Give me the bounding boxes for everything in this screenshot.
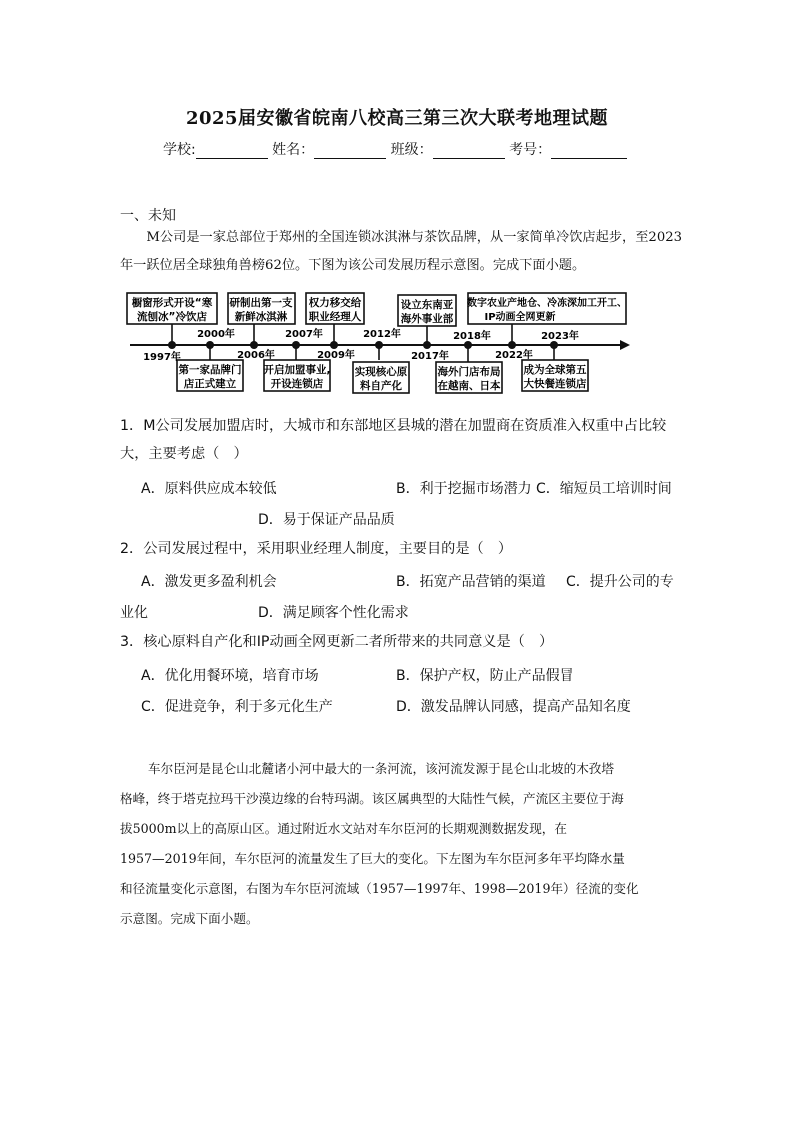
question-1-stem: 1．M公司发展加盟店时，大城市和东部地区县城的潜在加盟商在资质准入权重中占比较大，主要考虑（ ）: [120, 418, 667, 462]
top-event-4-line2: 海外事业部: [400, 313, 454, 325]
question-3-stem: 3．核心原料自产化和IP动画全网更新二者所带来的共同意义是（ ）: [120, 634, 554, 650]
bottom-event-5-line1: 成为全球第五: [523, 364, 587, 376]
class-label: 班级：: [390, 142, 433, 158]
class-blank[interactable]: [433, 144, 505, 159]
section2-intro: [120, 754, 700, 934]
bottom-event-2-line1: 开启加盟事业,: [263, 364, 331, 376]
number-label: 考号：: [509, 142, 552, 158]
q1-option-d[interactable]: D．易于保证产品品质: [258, 512, 395, 528]
q1-option-a[interactable]: A．原料供应成本较低: [141, 481, 277, 497]
q2-option-c[interactable]: C．提升公司的专: [566, 574, 674, 590]
student-info-line: [163, 139, 627, 159]
year-label-2023: 2023年: [541, 331, 579, 342]
bottom-event-3-line1: 实现核心原: [354, 366, 408, 378]
timeline-arrow-icon: [620, 340, 630, 350]
top-event-2-line2: 新鲜冰淇淋: [234, 311, 288, 323]
section2-line-2: 格峰，终于塔克拉玛干沙漠边缘的台特玛湖。该区属典型的大陆性气候，产流区主要位于海: [120, 791, 624, 806]
timeline-diagram: [124, 290, 634, 402]
section-heading: 一、未知: [120, 208, 176, 224]
q1-option-b[interactable]: B．利于挖掘市场潜力: [396, 481, 532, 497]
top-event-3-line2: 职业经理人: [308, 311, 362, 323]
year-label-2009: 2009年: [317, 350, 355, 361]
top-event-2: [228, 293, 295, 324]
year-label-2017: 2017年: [411, 351, 449, 362]
bottom-event-5-line2: 大快餐连锁店: [523, 378, 587, 390]
year-label-2018: 2018年: [453, 331, 491, 342]
bottom-event-2-line2: 开设连锁店: [270, 378, 324, 390]
q3-option-c[interactable]: C．促进竞争，利于多元化生产: [141, 699, 333, 715]
q3-option-a[interactable]: A．优化用餐环境，培育市场: [141, 668, 319, 684]
top-event-3-line1: 权力移交给: [308, 297, 362, 309]
section2-line-4: 1957—2019年间，车尔臣河的流量发生了巨大的变化。下左图为车尔臣河多年平均降水量: [120, 851, 625, 866]
year-label-2007: 2007年: [285, 329, 323, 340]
name-label: 姓名：: [272, 142, 315, 158]
section2-line-5: 和径流量变化示意图，右图为车尔臣河流域（1957—1997年、1998—2019年）径流的变化: [120, 881, 639, 896]
question-2-stem: 2．公司发展过程中，采用职业经理人制度，主要目的是（ ）: [120, 541, 513, 557]
school-blank[interactable]: [196, 144, 268, 159]
top-event-4: [398, 295, 456, 326]
bottom-event-5: [522, 360, 588, 391]
q2-option-c-continued: 业化: [120, 605, 148, 621]
section1-intro: M公司是一家总部位于郑州的全国连锁冰淇淋与茶饮品牌，从一家简单冷饮店起步，至2023年一跃位居全球独角兽榜62位。下图为该公司发展历程示意图。完成下面小题。: [120, 230, 682, 273]
section2-line-1: 车尔臣河是昆仑山北麓诸小河中最大的一条河流，该河流发源于昆仑山北坡的木孜塔: [148, 761, 614, 776]
year-label-2000: 2000年: [197, 329, 235, 340]
q2-option-b[interactable]: B．拓宽产品营销的渠道: [396, 574, 546, 590]
q3-option-d[interactable]: D．激发品牌认同感，提高产品知名度: [396, 699, 631, 715]
year-label-2006: 2006年: [237, 350, 275, 361]
top-event-5: [467, 293, 627, 324]
name-blank[interactable]: [314, 144, 386, 159]
top-event-5-line2: IP动画全网更新: [484, 312, 556, 323]
bottom-event-1-line2: 店正式建立: [183, 378, 237, 390]
bottom-event-3: [353, 362, 409, 393]
bottom-event-4: [436, 362, 502, 393]
section2-line-6: 示意图。完成下面小题。: [120, 911, 259, 926]
page-title: 2025届安徽省皖南八校高三第三次大联考地理试题: [185, 108, 609, 129]
bottom-event-4-line1: 海外门店布局: [437, 366, 501, 378]
bottom-event-3-line2: 料自产化: [360, 380, 402, 392]
q1-option-c[interactable]: C．缩短员工培训时间: [536, 481, 672, 497]
top-event-1: [127, 293, 217, 324]
year-label-1997: 1997年: [143, 352, 181, 363]
top-event-5-line1: 数字农业产地仓、冷冻深加工开工、: [467, 298, 627, 309]
bottom-event-2: [264, 360, 331, 391]
q3-option-b[interactable]: B．保护产权，防止产品假冒: [396, 668, 574, 684]
top-event-1-line2: 流刨冰”冷饮店: [137, 311, 207, 323]
school-label: 学校:: [163, 142, 196, 158]
q2-option-a[interactable]: A．激发更多盈利机会: [141, 574, 277, 590]
top-event-4-line1: 设立东南亚: [400, 299, 454, 311]
bottom-event-4-line2: 在越南、日本: [437, 380, 501, 392]
bottom-event-1: [177, 360, 243, 391]
year-label-2022: 2022年: [495, 350, 533, 361]
top-event-3: [306, 293, 364, 324]
top-event-2-line1: 研制出第一支: [229, 297, 293, 309]
bottom-event-1-line1: 第一家品牌门: [178, 364, 242, 376]
section2-line-3: 拔5000m以上的高原山区。通过附近水文站对车尔臣河的长期观测数据发现，在: [120, 821, 567, 836]
q2-option-d[interactable]: D．满足顾客个性化需求: [258, 605, 409, 621]
top-event-1-line1: 橱窗形式开设“寒: [131, 297, 213, 309]
number-blank[interactable]: [551, 144, 627, 159]
year-label-2012: 2012年: [363, 329, 401, 340]
